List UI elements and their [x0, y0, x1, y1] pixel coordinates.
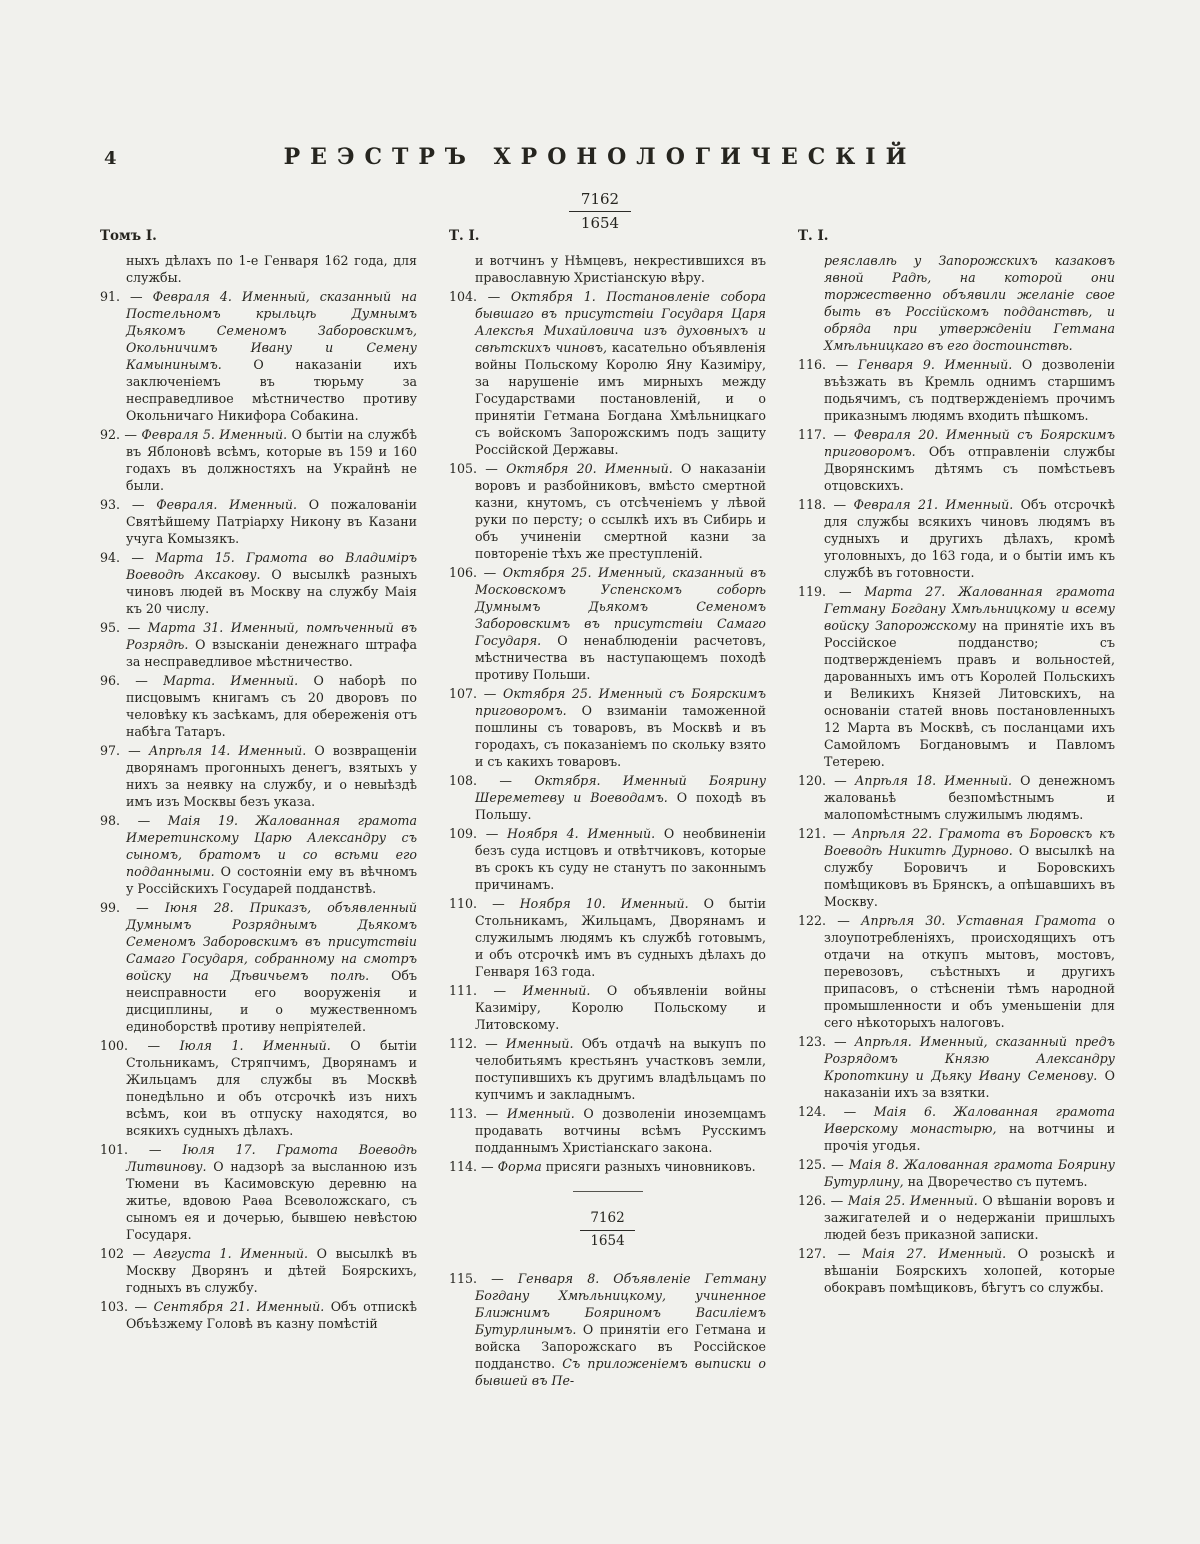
entry-number: 111. — [449, 983, 494, 998]
entry-italic-text: Форма — [497, 1159, 542, 1174]
register-entry — [798, 825, 1115, 910]
entry-italic-text: Октября 20. Именный. — [506, 461, 673, 476]
register-entry — [449, 1035, 766, 1103]
entry-number: 117. — [798, 427, 834, 442]
entry-number: 119. — [798, 584, 839, 599]
entry-number: 101. — [100, 1142, 149, 1157]
entry-italic-text: Октября. Именный Боярину Шереметеву и Воеводамъ. — [475, 773, 766, 805]
entry-italic-text: реяславлѣ у Запорожскихъ казаковъ явной Радѣ, на которой они торжественно объявили желаніе свое быть въ Россійскомъ подданствѣ, и обряда при утвержденіи Гетмана Хмѣльницкаго въ его достоинствѣ. — [824, 253, 1115, 353]
entry-number: 91. — [100, 289, 131, 304]
register-entry — [449, 564, 766, 683]
column-2-header: Т. I. — [449, 228, 480, 244]
entry-italic-text: Іюля 17. Грамота Воеводѣ Литвинову. — [126, 1142, 418, 1174]
entry-text: на Дворечество съ путемъ. — [903, 1174, 1088, 1189]
entry-italic-text: Маія 19. Жалованная грамота Имеретинскому Царю Александру съ сыномъ, братомъ и со всѣми его подданными. — [126, 813, 417, 879]
entry-text: О возвращеніи дворянамъ прогонныхъ денегъ, взятыхъ у нихъ за неявку на службу, и о невыѣздѣ имъ изъ Москвы безъ указа. — [126, 743, 417, 809]
entry-text: О состояніи ему въ вѣчномъ у Россійскихъ Государей подданствѣ. — [126, 864, 417, 896]
entry-text: — — [131, 550, 156, 565]
page-number: 4 — [104, 148, 117, 169]
entry-text: присяги разныхъ чиновниковъ. — [541, 1159, 756, 1174]
entry-text: О бытіи Стольникамъ, Стряпчимъ, Дворянамъ и Жильцамъ для службы въ Москвѣ понедѣльно и объ отсрочкѣ изъ нихъ всѣмъ, кои въ отпуску находятся, во всякихъ судныхъ дѣлахъ. — [126, 1038, 418, 1138]
register-entry — [798, 1245, 1115, 1296]
entry-number: 113. — [449, 1106, 486, 1121]
entry-text: — — [127, 620, 148, 635]
entry-number: 126. — [798, 1193, 831, 1208]
register-entry — [100, 742, 417, 810]
entry-number: 116. — [798, 357, 836, 372]
entry-number: 102 — [100, 1246, 133, 1261]
register-entry — [449, 1105, 766, 1156]
continuation-paragraph — [100, 252, 417, 286]
register-entry — [798, 912, 1115, 1031]
entry-text: касательно объявленія войны Польскому Королю Яну Казиміру, за нарушеніе имъ мирныхъ между Государствами постановленій, и о принятіи Гетмана Богдана Хмѣльницкаго съ войскомъ Запорожскимъ подъ защиту Россійской Державы. — [475, 340, 767, 457]
page-title: РЕЭСТРЪ ХРОНОЛОГИЧЕСКІЙ — [283, 144, 917, 170]
entry-text: О розыскѣ и вѣшаніи Боярскихъ холопей, которые обокравъ помѣщиковъ, бѣгутъ со службы. — [824, 1246, 1115, 1295]
entry-number: 100. — [100, 1038, 148, 1053]
entry-number: 94. — [100, 550, 132, 565]
register-entry — [798, 583, 1115, 770]
entry-text: — — [499, 773, 535, 788]
year-heading — [0, 190, 1200, 233]
entry-italic-text: Именный. — [506, 1106, 575, 1121]
entry-text: О высылкѣ на службу Боровичъ и Боровскихъ помѣщиковъ въ Брянскъ, а опѣшавшихъ въ Москву. — [824, 843, 1115, 909]
entry-text: Объ неисправности его вооруженія и дисциплины, и о мужественномъ единоборствѣ противу непріятелей. — [126, 968, 417, 1034]
entry-italic-text: Маія 25. Именный. — [847, 1193, 978, 1208]
entry-text: — — [130, 289, 153, 304]
entry-italic-text: Августа 1. Именный. — [153, 1246, 309, 1261]
entry-text: О наборѣ по писцовымъ книгамъ съ 20 дворовъ по человѣку къ засѣкамъ, для обереженія отъ набѣга Татаръ. — [126, 673, 417, 739]
entry-text: — — [832, 826, 853, 841]
entry-number: 114. — [449, 1159, 482, 1174]
entry-italic-text: Февраля. Именный. — [156, 497, 298, 512]
register-entry — [798, 1103, 1115, 1154]
entry-italic-text: Сентября 21. Именный. — [153, 1299, 325, 1314]
entry-italic-text: Октября 1. Постановленіе собора бывшаго въ присутствіи Государя Царя Алексѣя Михайловича изъ духовныхъ и свѣтскихъ чиновъ, — [475, 289, 766, 355]
entry-italic-text: Маія 6. Жалованная грамота Иверскому монастырю, — [824, 1104, 1115, 1136]
entry-italic-text: Октября 25. Именный, сказанный въ Московскомъ Успенскомъ соборѣ Думнымъ Дьякомъ Семеномъ Заборовскимъ въ присутствіи Самаго Государя. — [475, 565, 766, 648]
entry-italic-text: Іюня 28. Приказъ, объявленный Думнымъ Розряднымъ Дьякомъ Семеномъ Заборовскимъ въ присутствіи Самаго Государя, собранному на смотръ войску на Дѣвичьемъ полѣ. — [126, 900, 417, 983]
entry-text: О объявленіи войны Казиміру, Королю Польскому и Литовскому. — [475, 983, 766, 1032]
entry-number: 123. — [798, 1034, 835, 1049]
register-entry — [449, 685, 766, 770]
column-2 — [449, 228, 766, 1391]
entry-text: — — [136, 900, 165, 915]
column-3 — [798, 228, 1115, 1391]
register-entry — [798, 1192, 1115, 1243]
entry-number: 99. — [100, 900, 137, 915]
entry-text: — — [485, 826, 507, 841]
entry-text: О надзорѣ за высланною изъ Тюмени въ Касимовскую деревню на житье, вдовою Раѳа Всеволожскаго, съ сыномъ ея и дочерью, бывшею невѣстою Государя. — [126, 1159, 417, 1242]
register-entry — [100, 899, 417, 1035]
entry-text: Объ отправленіи службы Дворянскимъ дѣтямъ съ помѣстьевъ отцовскихъ. — [824, 444, 1115, 493]
entry-text: — — [128, 743, 149, 758]
entry-text: — — [132, 1246, 154, 1261]
column-1-header: Томъ I. — [100, 228, 157, 244]
register-entry — [100, 619, 417, 670]
entry-number: 98. — [100, 813, 138, 828]
entry-italic-text: Апрѣля. Именный, сказанный предъ Розрядомъ Князю Александру Кропоткину и Дьяку Ивану Семенову. — [824, 1034, 1115, 1083]
register-entry — [100, 1141, 417, 1243]
entry-number: 104. — [449, 289, 488, 304]
continuation-paragraph — [449, 252, 766, 286]
entry-text: — — [485, 1106, 507, 1121]
entry-text: О дозволеніи въѣзжать въ Кремль однимъ старшимъ подьячимъ, съ подтвержденіемъ прочимъ приказнымъ людямъ входить пѣшкомъ. — [824, 357, 1115, 423]
entry-italic-text: Марта 15. Грамота во Владиміръ Воеводѣ Аксакову. — [126, 550, 417, 582]
entry-italic-text: Февраля 21. Именный. — [853, 497, 1014, 512]
register-entry — [449, 460, 766, 562]
year-heading-top: 7162 — [569, 190, 631, 212]
register-entry — [449, 982, 766, 1033]
entry-text: — — [830, 1193, 848, 1208]
entry-number: 121. — [798, 826, 833, 841]
year-divider — [449, 1191, 766, 1250]
entry-italic-text: Ноября 4. Именный. — [506, 826, 656, 841]
register-entry — [100, 672, 417, 740]
entry-text: О взысканіи денежнаго штрафа за несправедливое мѣстничество. — [126, 637, 417, 669]
column-1-blocks — [100, 252, 417, 1332]
entry-text: — — [137, 813, 168, 828]
entry-italic-text: Марта. Именный. — [163, 673, 299, 688]
entry-text: на вотчины и прочія угодья. — [824, 1121, 1115, 1153]
entry-text: Объ отпискѣ Объѣзжему Головѣ въ казну помѣстій — [126, 1299, 417, 1331]
entry-text: О высылкѣ въ Москву Дворянъ и дѣтей Боярскихъ, годныхъ въ службу. — [126, 1246, 418, 1295]
entry-text: О необвиненіи безъ суда истцовъ и отвѣтчиковъ, которые въ срокъ къ суду не станутъ по законнымъ причинамъ. — [475, 826, 766, 892]
entry-number: 108. — [449, 773, 500, 788]
entry-text: — — [485, 461, 507, 476]
register-entry — [449, 1158, 766, 1175]
register-entry — [798, 356, 1115, 424]
entry-text: О высылкѣ разныхъ чиновъ людей въ Москву на службу Маія къ 20 числу. — [126, 567, 417, 616]
entry-text: и вотчинъ у Нѣмцевъ, некрестившихся въ православную Христіанскую вѣру. — [475, 253, 766, 285]
column-3-blocks — [798, 252, 1115, 1296]
register-entry — [100, 288, 417, 424]
entry-number: 103. — [100, 1299, 135, 1314]
entry-number: 109. — [449, 826, 486, 841]
entry-italic-text: Февраля 20. Именный съ Боярскимъ приговоромъ. — [824, 427, 1115, 459]
entry-italic-text: Именный. — [505, 1036, 574, 1051]
entry-text: — — [834, 1034, 855, 1049]
entry-text: О наказаніи ихъ заключеніемъ въ тюрьму за несправедливое мѣстничество противу Окольничаго Никифора Собакина. — [126, 357, 417, 423]
entry-text: — — [837, 913, 862, 928]
entry-number: 107. — [449, 686, 484, 701]
entry-text: О вѣшаніи воровъ и зажигателей и о недержаніи пришлыхъ людей безъ приказной записки. — [824, 1193, 1115, 1242]
entry-text: ныхъ дѣлахъ по 1-е Генваря 162 года, для службы. — [126, 253, 417, 285]
entry-italic-text: Октября 25. Именный съ Боярскимъ приговоромъ. — [475, 686, 766, 718]
entry-italic-text: Марта 31. Именный, помѣченный въ Розрядѣ. — [126, 620, 417, 652]
register-entry — [798, 1156, 1115, 1190]
register-entry — [100, 496, 417, 547]
entry-italic-text: Іюля 1. Именный. — [179, 1038, 331, 1053]
entry-text: — — [135, 673, 164, 688]
entry-text: — — [834, 773, 855, 788]
entry-number: 118. — [798, 497, 834, 512]
register-entry — [100, 1298, 417, 1332]
entry-number: 127. — [798, 1246, 838, 1261]
divider-year-bottom: 1654 — [590, 1232, 625, 1249]
entry-text: на принятіе ихъ въ Россійское подданство; съ подтвержденіемъ правъ и вольностей, дарованныхъ имъ отъ Королей Польскихъ и Великихъ Князей Литовскихъ, на основаніи статей вновь постановленныхъ 12 Марта въ Москвѣ, съ посланцами ихъ Самойломъ Богдановымъ и Павломъ Тетерею. — [824, 618, 1115, 769]
register-entry — [100, 1245, 417, 1296]
entry-number: 120. — [798, 773, 835, 788]
entry-text: О дозволеніи иноземцамъ продавать вотчины всѣмъ Русскимъ подданнымъ Христіанскаго закона. — [475, 1106, 766, 1155]
register-entry — [449, 825, 766, 893]
entry-text: Объ отсрочкѣ для службы всякихъ чиновъ людямъ въ судныхъ и другихъ дѣлахъ, кромѣ уголовныхъ, до 163 года, и о бытіи имъ къ службѣ въ готовности. — [824, 497, 1116, 580]
entry-text: О походѣ въ Польшу. — [475, 790, 766, 822]
entry-text: — — [833, 427, 854, 442]
entry-number: 95. — [100, 620, 128, 635]
continuation-paragraph — [798, 252, 1115, 354]
entry-text: — — [485, 1036, 506, 1051]
register-entry — [798, 772, 1115, 823]
entry-text: о злоупотребленіяхъ, происходящихъ отъ отдачи на откупъ мытовъ, мостовъ, перевозовъ, съѣстныхъ и другихъ припасовъ, о стѣсненіи тѣмъ народной промышленности и объ уменьшеніи для сего нѣкоторыхъ налоговъ. — [824, 913, 1115, 1030]
entry-text: — — [837, 1246, 863, 1261]
entry-text: О ненаблюденіи расчетовъ, мѣстничества въ наступающемъ походѣ противу Польши. — [475, 633, 766, 682]
column-2-blocks — [449, 252, 766, 1389]
entry-italic-text: Апрѣля 18. Именный. — [854, 773, 1013, 788]
entry-text: — — [831, 1157, 849, 1172]
entry-text: — — [491, 1271, 518, 1287]
entry-italic-text: Съ приложеніемъ выписки о бывшей въ Пе- — [475, 1356, 766, 1389]
entry-text: — — [131, 497, 157, 512]
entry-text: — — [838, 584, 865, 599]
entry-text: — — [483, 686, 503, 701]
entry-italic-text: Ноября 10. Именный. — [519, 896, 689, 911]
divider-rule — [573, 1191, 643, 1192]
entry-text: О денежномъ жалованьѣ безпомѣстнымъ и малопомѣстнымъ служилымъ людямъ. — [824, 773, 1115, 822]
entry-number: 115. — [449, 1271, 492, 1287]
entry-italic-text: Именный. — [522, 983, 591, 998]
entry-text: О пожалованіи Святѣйшему Патріарху Никону въ Казани учуга Комызякъ. — [126, 497, 417, 546]
year-heading-bottom: 1654 — [580, 213, 620, 232]
entry-number: 93. — [100, 497, 132, 512]
entry-number: 110. — [449, 896, 493, 911]
register-entry — [100, 1037, 417, 1139]
entry-text: — — [147, 1038, 180, 1053]
register-entry — [449, 895, 766, 980]
register-entry — [798, 426, 1115, 494]
entry-number: 92. — [100, 427, 125, 442]
entry-italic-text: Февраля 5. Именный. — [141, 427, 288, 442]
entry-number: 125. — [798, 1157, 832, 1172]
entry-italic-text: Генваря 9. Именный. — [857, 357, 1013, 372]
column-3-header: Т. I. — [798, 228, 829, 244]
entry-text: — — [134, 1299, 154, 1314]
register-entry — [449, 288, 766, 458]
column-1 — [100, 228, 417, 1391]
entry-italic-text: Февраля 4. Именный, сказанный на Постельномъ крыльцѣ Думнымъ Дьякомъ Семеномъ Заборовскимъ, Окольничимъ Ивану и Семену Камынинымъ. — [126, 289, 417, 372]
entry-number: 97. — [100, 743, 129, 758]
register-entry — [798, 1033, 1115, 1101]
entry-text: — — [481, 1159, 498, 1174]
entry-number: 122. — [798, 913, 838, 928]
entry-italic-text: Апрѣля 22. Грамота въ Боровскъ къ Воеводѣ Никитѣ Дурново. — [824, 826, 1115, 858]
entry-italic-text: Апрѣля 14. Именный. — [148, 743, 307, 758]
entry-text: О бытіи Стольникамъ, Жильцамъ, Дворянамъ и служилымъ людямъ къ службѣ готовымъ, и объ отсрочкѣ имъ въ судныхъ дѣлахъ до Генваря 163 года. — [475, 896, 766, 979]
entry-text: — — [487, 289, 511, 304]
entry-italic-text: Маія 27. Именный. — [862, 1246, 1007, 1261]
entry-text: О принятіи его Гетмана и войска Запорожскаго въ Россійское подданство. — [475, 1322, 766, 1372]
entry-text: — — [493, 983, 523, 998]
entry-italic-text: Марта 27. Жалованная грамота Гетману Богдану Хмѣльницкому и всему войску Запорожскому — [824, 584, 1115, 633]
entry-number: 106. — [449, 565, 484, 580]
register-entry — [449, 772, 766, 823]
register-entry — [100, 426, 417, 494]
divider-year-top: 7162 — [580, 1210, 634, 1231]
entry-text: — — [843, 1104, 874, 1119]
entry-text: — — [148, 1142, 183, 1157]
entry-text: — — [492, 896, 520, 911]
register-entry — [449, 1270, 766, 1389]
entry-number: 105. — [449, 461, 486, 476]
entry-text: — — [835, 357, 858, 372]
entry-text: Объ отдачѣ на выкупъ по челобитьямъ крестьянъ участковъ земли, поступившихъ къ другимъ владѣльцамъ по купчимъ и закладнымъ. — [475, 1036, 766, 1102]
entry-italic-text: Маія 8. Жалованная грамота Боярину Бутурлину, — [824, 1157, 1115, 1189]
entry-number: 96. — [100, 673, 136, 688]
register-entry — [798, 496, 1115, 581]
entry-text: — — [833, 497, 854, 512]
entry-text: — — [483, 565, 503, 580]
register-entry — [100, 549, 417, 617]
entry-italic-text: Генваря 8. Объявленіе Гетману Богдану Хмѣльницкому, учиненное Ближнимъ Бояриномъ Василіемъ Бутурлинымъ. — [475, 1271, 766, 1338]
entry-number: 112. — [449, 1036, 486, 1051]
entry-italic-text: Апрѣля 30. Уставная Грамота — [861, 913, 1097, 928]
entry-text: О бытіи на службѣ въ Яблоновѣ всѣмъ, которые въ 159 и 160 годахъ въ должностяхъ на Украйнѣ не были. — [126, 427, 417, 493]
entry-number: 124. — [798, 1104, 844, 1119]
entry-text: О взиманіи таможенной пошлины съ товаровъ, въ Москвѣ и въ городахъ, съ показаніемъ по скольку взято и съ какихъ товаровъ. — [475, 703, 766, 769]
register-entry — [100, 812, 417, 897]
columns-container — [100, 228, 1116, 1391]
entry-text: — — [124, 427, 142, 442]
entry-text: О наказаніи ихъ за взятки. — [824, 1068, 1115, 1100]
entry-text: О наказаніи воровъ и разбойниковъ, вмѣсто смертной казни, кнутомъ, съ отсѣченіемъ у лѣвой руки по персту; о ссылкѣ ихъ въ Сибирь и объ учиненіи смертной казни за повтореніе тѣхъ же преступленій. — [475, 461, 767, 561]
